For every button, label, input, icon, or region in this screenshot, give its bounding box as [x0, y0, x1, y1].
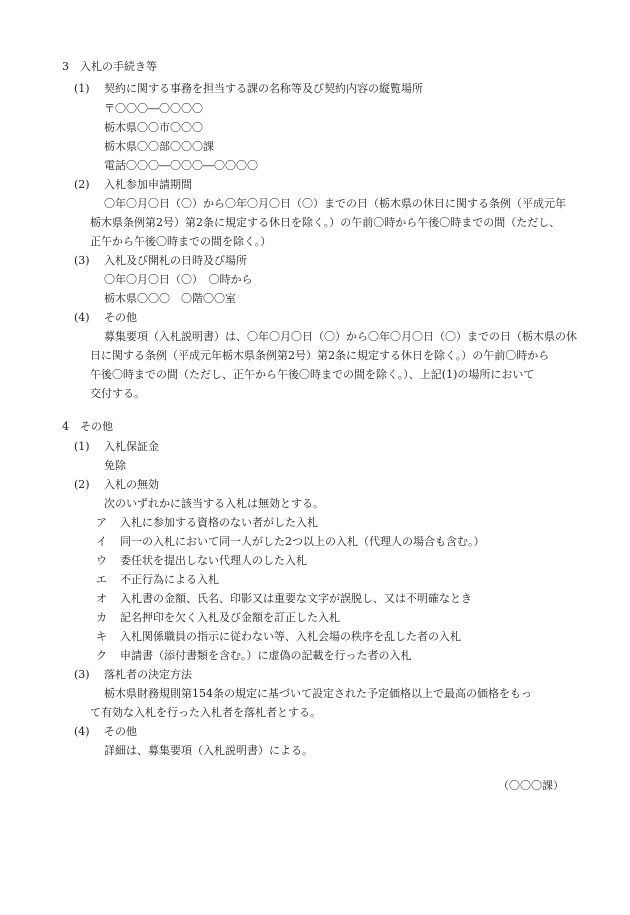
address-department: 栃木県〇〇部〇〇〇課 — [104, 140, 214, 153]
s3-item3-datetime: 〇年〇月〇日（〇） 〇時から — [104, 273, 253, 286]
section-3-heading: 3 入札の手続き等 — [62, 60, 157, 73]
s4-item1-number: (1) — [74, 440, 90, 453]
invalid-item-text: 入札書の金額、氏名、印影又は重要な文字が誤脱し、又は不明確なとき — [120, 592, 472, 605]
s4-item3-body-line2: て有効な入札を行った入札者を落札者とする。 — [90, 706, 321, 719]
invalid-item-text: 同一の入札において同一人がした2つ以上の入札（代理人の場合も含む。） — [120, 535, 485, 548]
invalid-item-text: 委任状を提出しない代理人のした入札 — [120, 554, 307, 567]
invalid-item-mark: エ — [96, 573, 107, 586]
invalid-item-mark: オ — [96, 592, 107, 605]
s3-item2-body-line3: 正午から午後〇時までの間を除く。） — [90, 235, 272, 248]
s3-item3-title: 入札及び開札の日時及び場所 — [104, 254, 247, 267]
s3-item1-title: 契約に関する事務を担当する課の名称等及び契約内容の縦覧場所 — [104, 82, 423, 95]
section-4-heading: 4 その他 — [62, 420, 113, 433]
invalid-item-text: 入札関係職員の指示に従わない等、入札会場の秩序を乱した者の入札 — [120, 630, 461, 643]
s3-item1-number: (1) — [74, 82, 90, 95]
s4-item2-title: 入札の無効 — [104, 478, 159, 491]
s3-item2-body-line1: 〇年〇月〇日（〇）から〇年〇月〇日（〇）までの日（栃木県の休日に関する条例（平成元年 — [104, 197, 566, 210]
s3-item4-body-line1: 募集要項（入札説明書）は、〇年〇月〇日（〇）から〇年〇月〇日（〇）までの日（栃木県の休 — [104, 330, 577, 343]
invalid-item-mark: イ — [96, 535, 107, 548]
invalid-item-mark: ア — [96, 516, 107, 529]
s3-item2-number: (2) — [74, 178, 90, 191]
s3-item3-place: 栃木県〇〇〇 〇階〇〇室 — [104, 292, 236, 305]
s4-item4-number: (4) — [74, 725, 90, 738]
invalid-item-text: 記名押印を欠く入札及び金額を訂正した入札 — [120, 611, 340, 624]
invalid-item-text: 不正行為による入札 — [120, 573, 219, 586]
s3-item4-body-line2: 日に関する条例（平成元年栃木県条例第2号）第2条に規定する休日を除く。）の午前〇時から — [90, 349, 550, 362]
invalid-item-mark: ウ — [96, 554, 107, 567]
s4-item4-title: その他 — [104, 725, 137, 738]
department-footer: （〇〇〇課） — [498, 779, 564, 792]
invalid-item-text: 入札に参加する資格のない者がした入札 — [120, 516, 318, 529]
s3-item2-body-line2: 栃木県条例第2号）第2条に規定する休日を除く。）の午前〇時から午後〇時までの間（ただし、 — [90, 216, 561, 229]
s4-item1-title: 入札保証金 — [104, 440, 159, 453]
s4-item3-title: 落札者の決定方法 — [104, 668, 192, 681]
invalid-item-mark: カ — [96, 611, 107, 624]
phone-number: 電話〇〇〇―〇〇〇―〇〇〇〇 — [104, 159, 258, 172]
s4-item3-number: (3) — [74, 668, 90, 681]
invalid-item-mark: ク — [96, 649, 107, 662]
address-city: 栃木県〇〇市〇〇〇 — [104, 121, 203, 134]
s3-item2-title: 入札参加申請期間 — [104, 178, 192, 191]
s4-item4-body: 詳細は、募集要項（入札説明書）による。 — [104, 744, 313, 757]
s3-item3-number: (3) — [74, 254, 90, 267]
invalid-item-text: 申請書（添付書類を含む。）に虚偽の記載を行った者の入札 — [120, 649, 412, 662]
s4-item1-body: 免除 — [104, 459, 126, 472]
s3-item4-title: その他 — [104, 311, 137, 324]
s4-item2-intro: 次のいずれかに該当する入札は無効とする。 — [104, 497, 324, 510]
s4-item3-body-line1: 栃木県財務規則第154条の規定に基づいて設定された予定価格以上で最高の価格をもっ — [104, 687, 532, 700]
s3-item4-body-line3: 午後〇時までの間（ただし、正午から午後〇時までの間を除く。）、上記(1)の場所において — [90, 368, 535, 381]
s3-item4-body-line4: 交付する。 — [90, 387, 145, 400]
postal-code: 〒〇〇〇―〇〇〇〇 — [104, 102, 203, 115]
s4-item2-number: (2) — [74, 478, 90, 491]
s3-item4-number: (4) — [74, 311, 90, 324]
invalid-item-mark: キ — [96, 630, 107, 643]
